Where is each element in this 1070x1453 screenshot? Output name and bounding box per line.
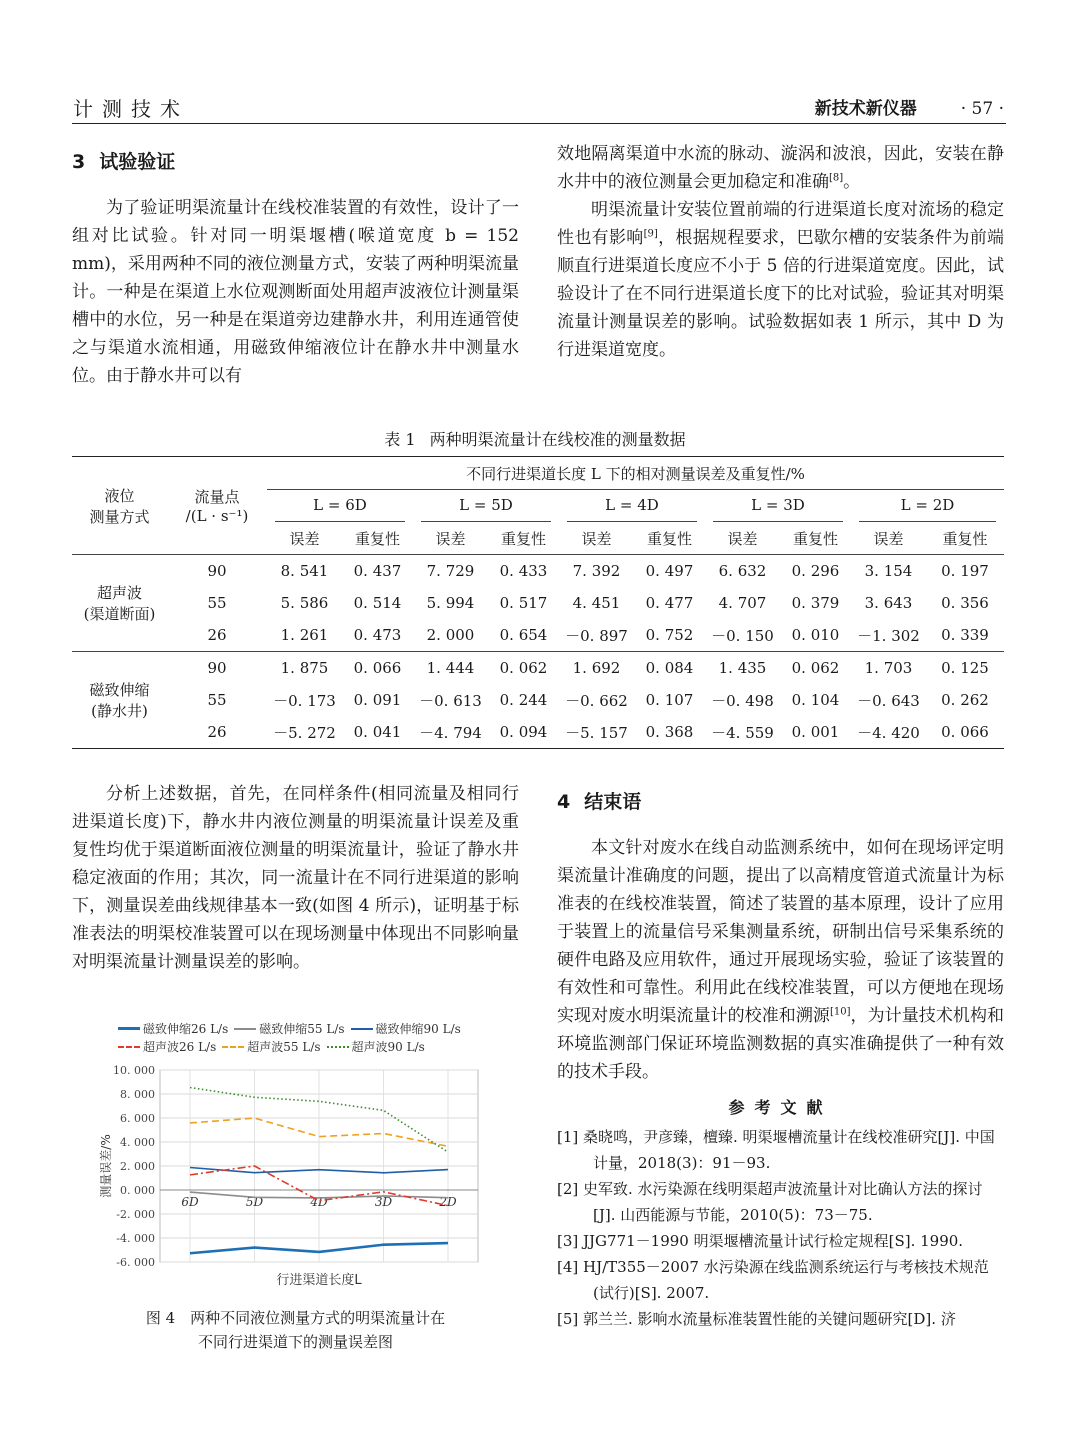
para1-cont-end: 。: [843, 172, 861, 192]
header-length-6D: L = 6D: [267, 490, 413, 523]
error-cell: －1. 302: [857, 626, 920, 645]
legend-swatch: [327, 1046, 349, 1048]
section4-text-a: 本文针对废水在线自动监测系统中，如何在现场评定明渠流量计准确度的问题，提出了以高精度管道式流量计为标准表的在线校准装置，简述了装置的基本原理，设计了应用于装置上的流量信号采集测量系统，研制出信号采集系统的硬件电路及应用软件，通过开展现场实验，验证了该装置的有效性和可靠性。利用此在线校准装置，可以方便地在现场实现对废水明渠流量计的校准和溯源: [557, 838, 1004, 1026]
header-error: 误差: [413, 522, 488, 555]
section3-right-column: [557, 140, 1004, 364]
error-cell: 3. 643: [864, 594, 913, 612]
repeatability-cell: 0. 010: [791, 626, 840, 644]
repeatability-cell: 0. 244: [499, 691, 548, 709]
para2-text-a: 明渠流量计安装位置前端的行进渠道长度对流场的稳定性也有影响: [557, 200, 1004, 248]
analysis-paragraph: 分析上述数据，首先，在同样条件(相同流量及相同行进渠道长度)下，静水井内液位测量的明渠流量计误差及重复性均优于渠道断面液位测量的明渠流量计，验证了静水井稳定液面的作用；其次，同一流量计在不同行进渠道的影响下，测量误差曲线规律基本一致(如图 4 所示)，证明基于标准表法的明渠校准装置可以在现场测量中体现出不同影响量对明渠流量计测量误差的影响。: [72, 784, 519, 972]
repeatability-cell: 0. 094: [488, 716, 559, 749]
error-cell: －0. 897: [565, 626, 628, 645]
error-cell: －0. 662: [565, 691, 628, 710]
repeatability-cell: 0. 296: [780, 555, 851, 588]
section3-title: 试验验证: [99, 151, 176, 173]
header-length-4D: L = 4D: [559, 490, 705, 523]
error-cell: 7. 729: [413, 555, 488, 588]
header-repeatability: 重复性: [342, 522, 413, 555]
header-length-2D: L = 2D: [851, 490, 1004, 523]
x-tick-label: 5D: [245, 1195, 264, 1209]
y-tick-label: 8. 000: [120, 1088, 155, 1101]
repeatability-cell: 0. 514: [353, 594, 402, 612]
error-cell: 1. 435: [705, 652, 780, 685]
legend-swatch: [118, 1046, 140, 1048]
para1-cont-text: 效地隔离渠道中水流的脉动、漩涡和波浪，因此，安装在静水井中的液位测量会更加稳定和准确: [557, 144, 1004, 192]
column-name: 新技术新仪器: [814, 99, 917, 119]
legend-row-1: [118, 1020, 467, 1037]
legend-item: [222, 1038, 320, 1055]
section3-paragraph-1: 为了验证明渠流量计在线校准装置的有效性，设计了一组对比试验。针对同一明渠堰槽(喉道宽度 b = 152 mm)，采用两种不同的液位测量方式，安装了两种明渠流量计。一种是在渠道上水位观测断面处用超声波液位计测量渠槽中的水位，另一种是在渠道旁边建静水井，利用连通管使之与渠道水流相通，用磁致伸缩液位计在静水井中测量水位。由于静水井可以有: [72, 198, 519, 386]
table-row: [72, 619, 1004, 652]
header-length-5D: L = 5D: [413, 490, 559, 523]
repeatability-cell: 0. 197: [926, 555, 1004, 588]
group-name: [72, 652, 167, 749]
header-rule: [72, 123, 1006, 124]
legend-label: 磁致伸缩26 L/s: [143, 1022, 229, 1036]
page-number: · 57 ·: [960, 99, 1004, 119]
x-tick-label: 3D: [374, 1195, 393, 1209]
reference-item: [4] HJ/T355－2007 水污染源在线监测系统运行与考核技术规范(试行)[S]. 2007.: [557, 1258, 989, 1302]
error-cell: 1. 875: [267, 652, 342, 685]
repeatability-cell: 0. 339: [941, 626, 989, 644]
section4-heading: [557, 788, 1004, 816]
error-cell: 1. 444: [413, 652, 488, 685]
section4-title: 结束语: [584, 791, 642, 813]
legend-label: 磁致伸缩55 L/s: [259, 1022, 345, 1036]
figure4-chart: [98, 1058, 498, 1308]
legend-swatch: [351, 1028, 373, 1030]
x-axis-label: 行进渠道长度L: [276, 1273, 362, 1288]
reference-item: [1] 桑晓鸣，尹彦臻，檀臻. 明渠堰槽流量计在线校准研究[J]. 中国计量，2018(3)：91－93.: [557, 1128, 995, 1172]
header-error: 误差: [267, 522, 342, 555]
table1-caption: [0, 427, 1070, 450]
citation-8[interactable]: [8]: [829, 172, 844, 184]
table1: [72, 456, 1004, 749]
figure4-caption-line1: 图 4 两种不同液位测量方式的明渠流量计在: [145, 1309, 446, 1327]
error-cell: －5. 272: [267, 716, 342, 749]
analysis-column: [72, 780, 519, 976]
header-repeatability: 重复性: [926, 522, 1004, 555]
repeatability-cell: 0. 654: [499, 626, 548, 644]
repeatability-cell: 0. 062: [488, 652, 559, 685]
table-row: [72, 555, 1004, 588]
repeatability-cell: 0. 125: [926, 652, 1004, 685]
error-cell: 1. 692: [559, 652, 634, 685]
para2-text-b: ，根据规程要求，巴歇尔槽的安装条件为前端顺直行进渠道长度应不小于 5 倍的行进渠道宽度。因此，试验设计了在不同行进渠道长度下的比对试验，验证其对明渠流量计测量误差的影响。试验数据如表 1 所示，其中 D 为行进渠道宽度。: [557, 228, 1005, 360]
error-cell: 3. 154: [851, 555, 926, 588]
error-cell: －5. 157: [559, 716, 634, 749]
citation-9[interactable]: [9]: [643, 228, 658, 240]
error-cell: 7. 392: [559, 555, 634, 588]
error-cell: －0. 613: [419, 691, 482, 710]
x-tick-label: 2D: [439, 1195, 457, 1209]
header-repeatability: 重复性: [634, 522, 705, 555]
reference-item: [2] 史军致. 水污染源在线明渠超声波流量计对比确认方法的探讨[J]. 山西能源与节能，2010(5)：73－75.: [557, 1180, 983, 1224]
section3-paragraph-2: [557, 196, 1004, 364]
y-tick-label: 10. 000: [113, 1064, 155, 1077]
error-cell: 8. 541: [267, 555, 342, 588]
group-name-line2: (渠道断面): [83, 605, 156, 623]
repeatability-cell: 0. 041: [342, 716, 413, 749]
header-method: [72, 457, 167, 555]
figure4-caption-line2: 不同行进渠道下的测量误差图: [197, 1333, 393, 1351]
legend-label: 超声波26 L/s: [143, 1040, 217, 1054]
header-length-3D: L = 3D: [705, 490, 851, 523]
y-tick-label: 4. 000: [120, 1136, 155, 1149]
legend-swatch: [222, 1046, 244, 1048]
reference-item: [3] JJG771－1990 明渠堰槽流量计试行检定规程[S]. 1990.: [557, 1232, 964, 1250]
y-tick-label: -6. 000: [116, 1256, 155, 1269]
table-row: [72, 684, 1004, 716]
error-cell: －0. 498: [711, 691, 774, 710]
error-cell: －0. 643: [857, 691, 920, 710]
table1-title: 两种明渠流量计在线校准的测量数据: [429, 430, 686, 449]
repeatability-cell: 0. 473: [353, 626, 402, 644]
section3-number: 3: [72, 151, 86, 173]
repeatability-cell: 0. 091: [353, 691, 402, 709]
column-header: [815, 94, 1004, 119]
section4-column: [557, 788, 1004, 1332]
header-method-line1: 液位: [104, 486, 135, 505]
error-cell: －0. 150: [711, 626, 774, 645]
legend-item: [118, 1020, 228, 1037]
references-list: [557, 1124, 1004, 1332]
section4-text-b: ，为计量技术机构和环境监测部门保证环境监测数据的真实准确提供了一种有效的技术手段。: [557, 1006, 1005, 1082]
error-cell: －4. 794: [413, 716, 488, 749]
legend-item: [234, 1020, 344, 1037]
section3-left-column: [72, 148, 519, 390]
group-name-line1: 磁致伸缩: [89, 681, 150, 699]
error-cell: 1. 261: [280, 626, 329, 644]
citation-10[interactable]: [10]: [829, 1006, 851, 1018]
error-cell: 1. 703: [851, 652, 926, 685]
header-span: 不同行进渠道长度 L 下的相对测量误差及重复性/%: [267, 457, 1004, 490]
y-tick-label: -2. 000: [116, 1208, 155, 1221]
group-name-line1: 超声波: [96, 584, 142, 602]
group-name-line2: (静水井): [91, 702, 148, 720]
repeatability-cell: 0. 752: [645, 626, 694, 644]
repeatability-cell: 0. 497: [634, 555, 705, 588]
y-tick-label: 6. 000: [120, 1112, 155, 1125]
error-cell: 5. 586: [280, 594, 329, 612]
error-cell: －0. 173: [273, 691, 336, 710]
header-flow-line2: /(L · s⁻¹): [185, 507, 249, 525]
legend-item: [118, 1038, 216, 1055]
header-error: 误差: [705, 522, 780, 555]
repeatability-cell: 0. 062: [780, 652, 851, 685]
table1-body: [72, 555, 1004, 749]
table-row: [72, 716, 1004, 749]
legend-label: 超声波90 L/s: [351, 1040, 425, 1054]
x-tick-label: 6D: [181, 1195, 199, 1209]
error-cell: 4. 707: [718, 594, 767, 612]
repeatability-cell: 0. 433: [488, 555, 559, 588]
reference-item: [5] 郭兰兰. 影响水流量标准装置性能的关键问题研究[D]. 济: [557, 1310, 956, 1328]
repeatability-cell: 0. 477: [645, 594, 694, 612]
y-tick-label: 0. 000: [120, 1184, 155, 1197]
header-flow-line1: 流量点: [194, 488, 240, 506]
legend-item: [351, 1020, 461, 1037]
section3-paragraph-1-cont: [557, 140, 1004, 196]
legend-label: 超声波55 L/s: [247, 1040, 321, 1054]
header-flow: [167, 457, 267, 555]
legend-label: 磁致伸缩90 L/s: [375, 1022, 461, 1036]
flow-cell: 90: [167, 652, 267, 685]
y-axis-label: 测量误差/%: [99, 1134, 113, 1198]
flow-cell: 55: [207, 594, 227, 612]
flow-cell: 26: [207, 626, 227, 644]
error-cell: －4. 559: [705, 716, 780, 749]
group-name: [72, 555, 167, 652]
repeatability-cell: 0. 084: [634, 652, 705, 685]
legend-swatch: [234, 1028, 256, 1030]
table-row: [72, 587, 1004, 619]
journal-name: 计测技术: [73, 97, 189, 121]
repeatability-cell: 0. 066: [926, 716, 1004, 749]
section4-paragraph: [557, 834, 1004, 1086]
repeatability-cell: 0. 379: [791, 594, 840, 612]
y-tick-label: -4. 000: [116, 1232, 155, 1245]
repeatability-cell: 0. 356: [941, 594, 989, 612]
header-repeatability: 重复性: [780, 522, 851, 555]
repeatability-cell: 0. 437: [342, 555, 413, 588]
header-error: 误差: [851, 522, 926, 555]
repeatability-cell: 0. 368: [634, 716, 705, 749]
repeatability-cell: 0. 107: [645, 691, 694, 709]
figure4: [98, 1012, 498, 1302]
repeatability-cell: 0. 517: [499, 594, 548, 612]
legend-row-2: [118, 1038, 431, 1055]
error-cell: 5. 994: [426, 594, 475, 612]
header-method-line2: 测量方式: [89, 507, 150, 526]
flow-cell: 55: [207, 691, 227, 709]
repeatability-cell: 0. 262: [941, 691, 989, 709]
x-tick-label: 4D: [310, 1195, 328, 1209]
section4-number: 4: [557, 791, 571, 813]
figure4-caption: [72, 1306, 519, 1354]
legend-item: [327, 1038, 425, 1055]
flow-cell: 26: [167, 716, 267, 749]
y-tick-label: 2. 000: [120, 1160, 155, 1173]
error-cell: 6. 632: [705, 555, 780, 588]
header-error: 误差: [559, 522, 634, 555]
error-cell: 2. 000: [426, 626, 475, 644]
references-title: 参考文献: [728, 1098, 833, 1117]
table-row: [72, 652, 1004, 685]
table1-label: 表 1: [384, 430, 416, 449]
repeatability-cell: 0. 104: [791, 691, 840, 709]
section3-heading: [72, 148, 519, 176]
flow-cell: 90: [167, 555, 267, 588]
error-cell: －4. 420: [851, 716, 926, 749]
legend-swatch: [118, 1027, 140, 1030]
header-repeatability: 重复性: [488, 522, 559, 555]
repeatability-cell: 0. 001: [780, 716, 851, 749]
error-cell: 4. 451: [572, 594, 621, 612]
repeatability-cell: 0. 066: [342, 652, 413, 685]
